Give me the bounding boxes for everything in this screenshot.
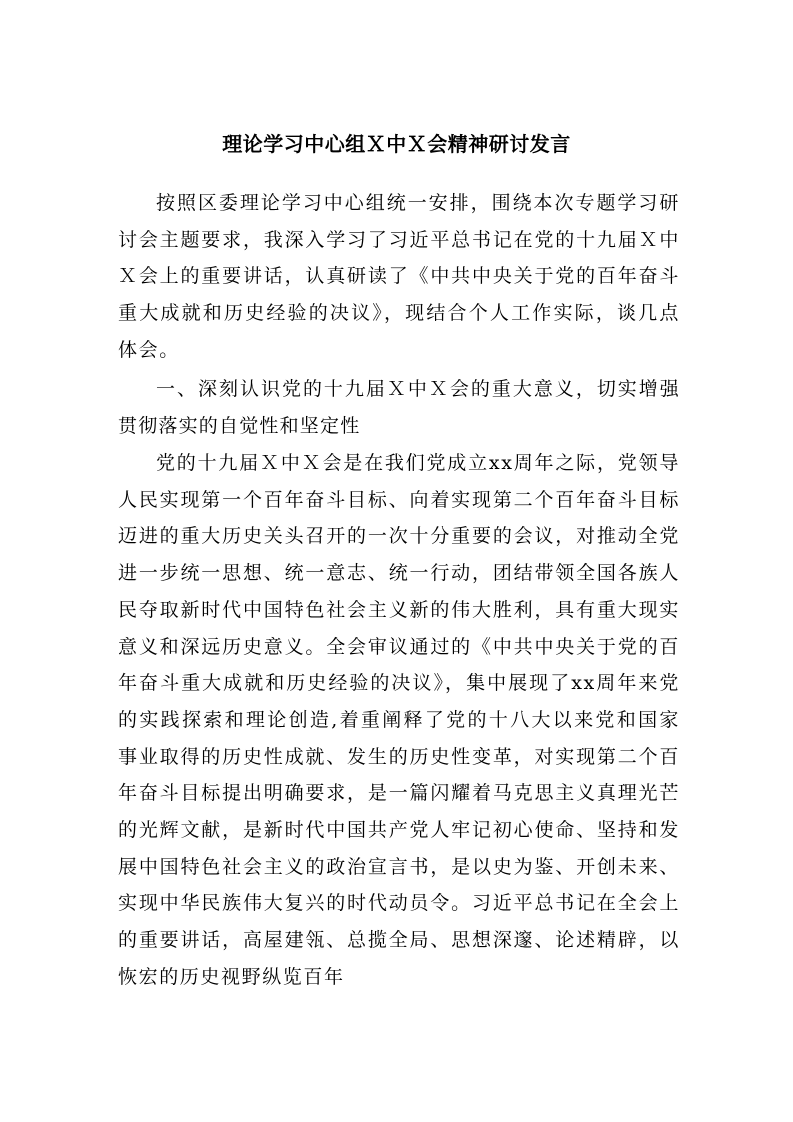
section-1-paragraph: 党的十九届Ｘ中Ｘ会是在我们党成立xx周年之际，党领导人民实现第一个百年奋斗目标、向着实现第二个百年奋斗目标迈进的重大历史关头召开的一次十分重要的会议，对推动全党进一步统一思想、统一意志、统一行动，团结带领全国各族人民夺取新时代中国特色社会主义新的伟大胜利，具有重大现实意义和深远历史意义。全会审议通过的《中共中央关于党的百年奋斗重大成就和历史经验的决议》，集中展现了xx周年来党的实践探索和理论创造,着重阐释了党的十八大以来党和国家事业取得的历史性成就、发生的历史性变革，对实现第二个百年奋斗目标提出明确要求，是一篇闪耀着马克思主义真理光芒的光辉文献，是新时代中国共产党人牢记初心使命、坚持和发展中国特色社会主义的政治宣言书，是以史为鉴、开创未来、实现中华民族伟大复兴的时代动员令。习近平总书记在全会上的重要讲话，高屋建瓴、总揽全局、思想深邃、论述精辟，以恢宏的历史视野纵览百年 (118, 452, 680, 988)
section-heading-1: 一、深刻认识党的十九届Ｘ中Ｘ会的重大意义，切实增强贯彻落实的自觉性和坚定性 (118, 378, 680, 437)
document-title: 理论学习中心组Ｘ中Ｘ会精神研讨发言 (222, 132, 571, 156)
intro-paragraph: 按照区委理论学习中心组统一安排，围绕本次专题学习研讨会主题要求，我深入学习了习近平总书记在党的十九届Ｘ中Ｘ会上的重要讲话，认真研读了《中共中央关于党的百年奋斗重大成就和历史经验的决议》，现结合个人工作实际，谈几点体会。 (118, 192, 680, 361)
